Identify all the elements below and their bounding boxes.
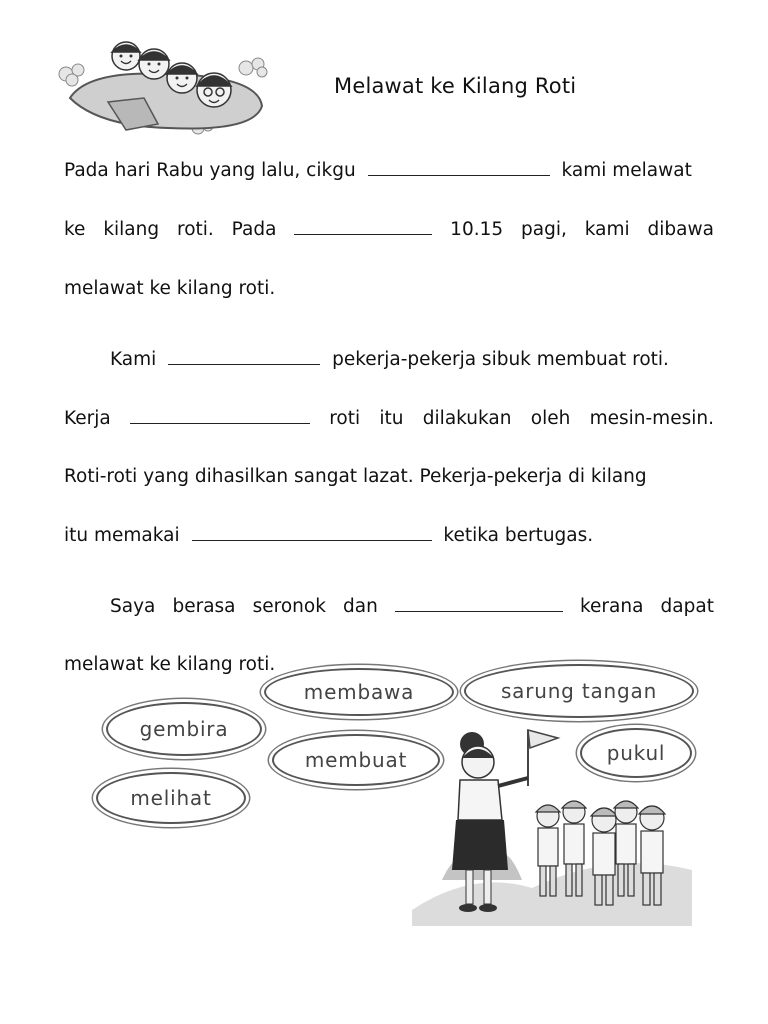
word-bank-item-melihat[interactable]: melihat xyxy=(96,772,246,824)
paragraph2-line2: Kerja roti itu dilakukan oleh mesin-mesin. xyxy=(64,408,714,429)
paragraph2-line3: Roti-roti yang dihasilkan sangat lazat. Pekerja-pekerja di kilang xyxy=(64,466,647,487)
word-bank-item-membuat[interactable]: membuat xyxy=(272,734,440,786)
teacher-students-illustration xyxy=(412,720,696,932)
page-title: Melawat ke Kilang Roti xyxy=(334,74,577,98)
paragraph1-line3: melawat ke kilang roti. xyxy=(64,278,276,299)
word-bank-item-sarung-tangan[interactable]: sarung tangan xyxy=(464,664,694,718)
answer-blank-3[interactable] xyxy=(168,363,320,365)
word-bank-item-membawa[interactable]: membawa xyxy=(264,668,454,716)
paragraph2-line4: itu memakai ketika bertugas. xyxy=(64,525,594,546)
paragraph3-line1: Saya berasa seronok dan kerana dapat xyxy=(110,596,714,617)
answer-blank-1[interactable] xyxy=(368,174,550,176)
paragraph1-line2: ke kilang roti. Pada 10.15 pagi, kami dibawa xyxy=(64,219,714,240)
word-bank-item-gembira[interactable]: gembira xyxy=(106,702,262,756)
paragraph3-line2: melawat ke kilang roti. xyxy=(64,654,276,675)
airplane-children-illustration xyxy=(48,40,278,136)
answer-blank-6[interactable] xyxy=(395,610,563,612)
answer-blank-5[interactable] xyxy=(192,539,432,541)
answer-blank-4[interactable] xyxy=(130,422,310,424)
paragraph2-line1: Kami pekerja-pekerja sibuk membuat roti. xyxy=(110,349,669,370)
paragraph1-line1: Pada hari Rabu yang lalu, cikgu kami melawat xyxy=(64,160,692,181)
word-bank-item-pukul[interactable]: pukul xyxy=(580,728,692,778)
answer-blank-2[interactable] xyxy=(294,233,432,235)
